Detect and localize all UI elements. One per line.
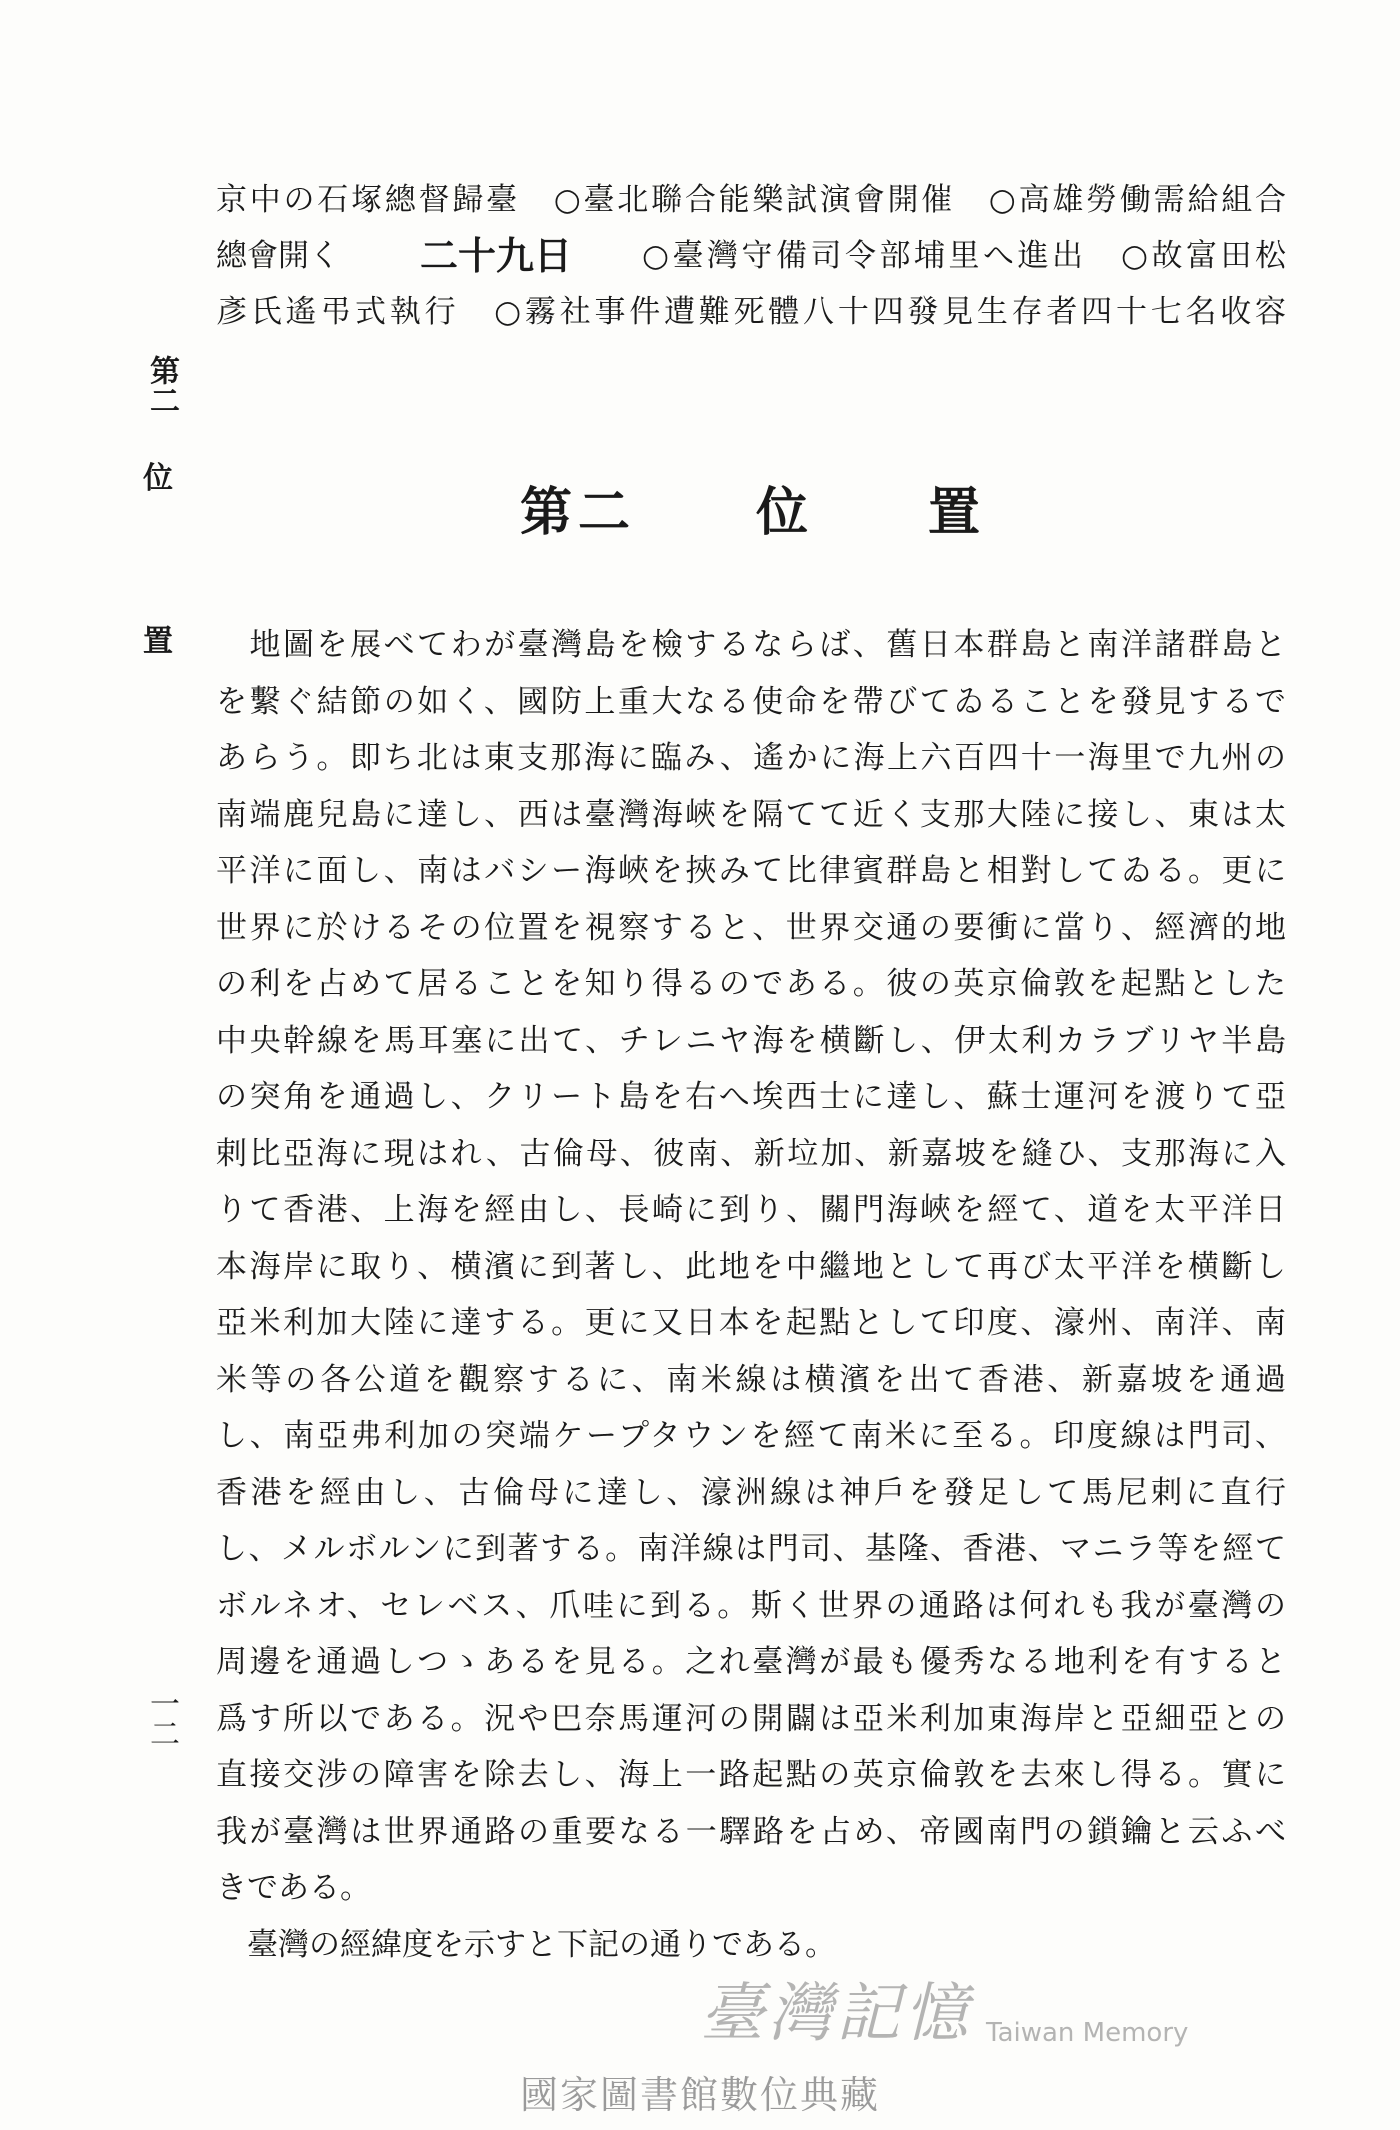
header-line-1: 京中の石塚總督歸臺 ○臺北聯合能樂試演會開催 ○高雄勞働需給組合	[216, 182, 1286, 218]
body-line: きである。	[216, 1870, 371, 1906]
margin-section-bottom: 置	[143, 624, 173, 659]
page-number: 一二	[144, 1688, 179, 1748]
body-line: の利を占めて居ることを知り得るのである。彼の英京倫敦を起點とした	[216, 966, 1286, 1002]
body-line: 我が臺灣は世界通路の重要なる一驛路を占め、帝國南門の鎖鑰と云ふべ	[216, 1813, 1286, 1850]
body-line: 亞米利加大陸に達する。更に又日本を起點として印度、濠州、南洋、南	[216, 1305, 1286, 1341]
header-line-2	[216, 236, 1286, 276]
taiwan-memory-watermark	[700, 1978, 1188, 2050]
body-line: の突角を通過し、クリート島を右へ埃西士に達し、蘇士運河を渡りて亞	[216, 1079, 1286, 1115]
body-line: 剌比亞海に現はれ、古倫母、彼南、新垃加、新嘉坡を縫ひ、支那海に入	[216, 1135, 1286, 1172]
body-line: し、メルボルンに到著する。南洋線は門司、基隆、香港、マニラ等を經て	[216, 1531, 1286, 1567]
body-line: 米等の各公道を觀察するに、南米線は横濱を出て香港、新嘉坡を通過	[216, 1361, 1286, 1398]
header-line-3: 彥氏遙弔式執行 ○霧社事件遭難死體八十四發見生存者四十七名收容	[216, 294, 1286, 330]
title-part-3: 置	[927, 482, 980, 543]
title-part-2: 位	[755, 482, 808, 543]
title-part-1: 第二	[520, 482, 637, 543]
body-line: ボルネオ、セレベス、爪哇に到る。斯く世界の通路は何れも我が臺灣の	[216, 1587, 1286, 1624]
body-line: 平洋に面し、南はバシー海峽を挾みて比律賓群島と相對してゐる。更に	[216, 853, 1286, 889]
section-title	[520, 470, 980, 545]
body-line: 中央幹線を馬耳塞に出て、チレニヤ海を横斷し、伊太利カラブリヤ半島	[216, 1022, 1286, 1059]
body-line: 地圖を展べてわが臺灣島を檢するならば、舊日本群島と南洋諸群島と	[216, 627, 1286, 663]
body-line: 直接交涉の障害を除去し、海上一路起點の英京倫敦を去來し得る。實に	[216, 1757, 1286, 1793]
body-line: を繫ぐ結節の如く、國防上重大なる使命を帶びてゐることを發見するで	[216, 683, 1286, 720]
body-line: あらう。即ち北は東支那海に臨み、遙かに海上六百四十一海里で九州の	[216, 740, 1286, 776]
margin-section-mid: 位	[143, 461, 173, 496]
watermark-zh: 臺灣記憶	[700, 1977, 972, 2051]
footer-source: 國家圖書館數位典藏	[519, 2073, 880, 2117]
body-line: 世界に於けるその位置を視察すると、世界交通の要衝に當り、經濟的地	[216, 909, 1286, 946]
header-line-2-start: 總會開く	[216, 238, 340, 274]
body-line: 臺灣の經緯度を示すと下記の通りである。	[216, 1926, 836, 1963]
header-line-2-end: ○臺灣守備司令部埔里へ進出 ○故富田松	[642, 238, 1286, 274]
margin-section-top: 第二	[144, 355, 179, 415]
body-line: 香港を經由し、古倫母に達し、濠洲線は神戶を發足して馬尼剌に直行	[216, 1474, 1286, 1511]
body-line: 周邊を通過しつゝあるを見る。之れ臺灣が最も優秀なる地利を有すると	[216, 1644, 1286, 1680]
body-line: 爲す所以である。況や巴奈馬運河の開闢は亞米利加東海岸と亞細亞との	[216, 1700, 1286, 1737]
watermark-en: Taiwan Memory	[986, 2018, 1189, 2048]
body-line: し、南亞弗利加の突端ケープタウンを經て南米に至る。印度線は門司、	[216, 1418, 1286, 1454]
body-line: 本海岸に取り、横濱に到著し、此地を中繼地として再び太平洋を横斷し	[216, 1248, 1286, 1285]
body-line: 南端鹿兒島に達し、西は臺灣海峽を隔てて近く支那大陸に接し、東は太	[216, 796, 1286, 833]
date-heading: 二十九日	[420, 234, 573, 278]
body-line: りて香港、上海を經由し、長崎に到り、關門海峽を經て、道を太平洋日	[216, 1192, 1286, 1228]
